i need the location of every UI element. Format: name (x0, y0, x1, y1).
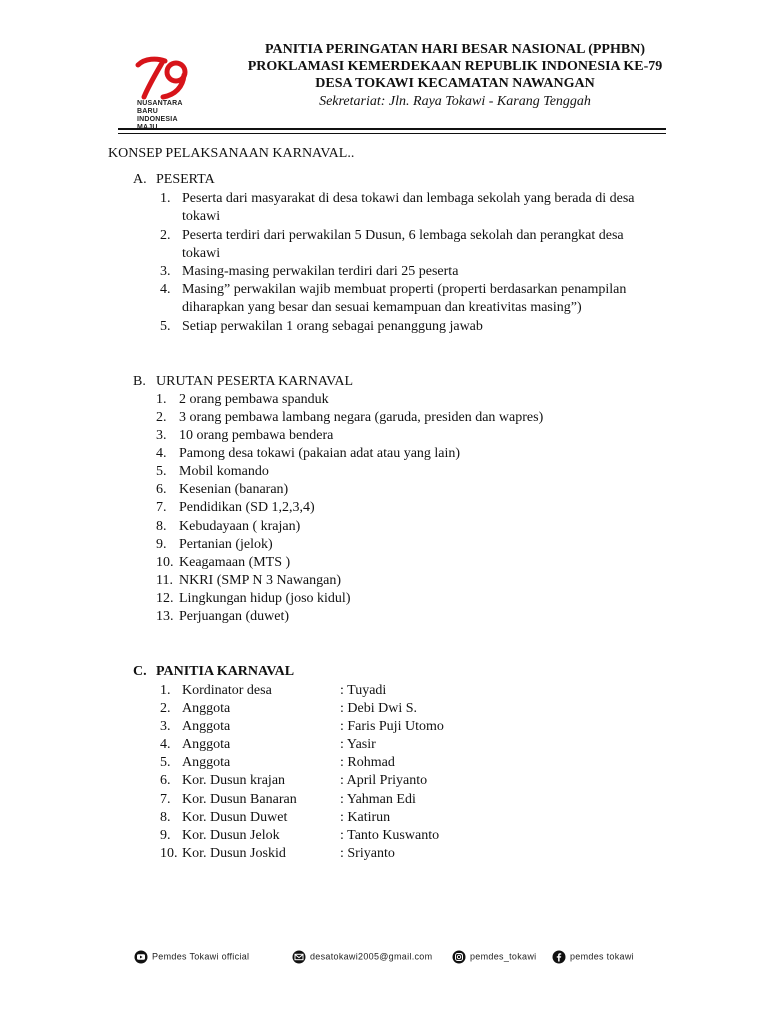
section-a-heading: PESERTA (156, 172, 215, 187)
list-item-number: 9. (156, 537, 167, 552)
committee-role: Kor. Dusun krajan (182, 773, 286, 788)
list-item-text: Masing-masing perwakilan terdiri dari 25 peserta (182, 264, 459, 279)
letterhead-line-2: PROKLAMASI KEMERDEKAAN REPUBLIK INDONESIA KE-79 (247, 59, 663, 74)
list-item-number: 3. (160, 719, 171, 734)
list-item-text: Pertanian (jelok) (179, 537, 273, 552)
list-item-number: 1. (160, 683, 171, 698)
list-item-text: 3 orang pembawa lambang negara (garuda, presiden dan wapres) (179, 410, 544, 425)
list-item-number: 1. (160, 191, 171, 206)
list-item-number: 4. (160, 737, 171, 752)
list-item-number: 6. (156, 482, 167, 497)
footer-youtube (134, 948, 249, 964)
list-item-number: 1. (156, 392, 167, 407)
list-item-text: Pendidikan (SD 1,2,3,4) (179, 500, 315, 515)
list-item-number: 4. (160, 282, 171, 297)
committee-name: : Tanto Kuswanto (340, 828, 440, 843)
list-item-number: 8. (156, 519, 167, 534)
list-item-number: 10. (160, 846, 178, 861)
list-item-text: Masing” perwakilan wajib membuat properti (properti berdasarkan penampilan (182, 282, 627, 297)
committee-name: : Yasir (340, 737, 376, 752)
list-item-number: 7. (156, 500, 167, 515)
logo-caption-line: BARU (137, 108, 159, 115)
section-a-marker: A. (133, 172, 147, 187)
letterhead-secretariat: Sekretariat: Jln. Raya Tokawi - Karang Tenggah (319, 94, 591, 109)
instagram-icon (452, 950, 466, 964)
list-item-text: Kesenian (banaran) (179, 482, 289, 497)
list-item-number: 2. (160, 228, 171, 243)
logo-caption-line: MAJU (137, 124, 158, 128)
list-item-number: 5. (156, 464, 167, 479)
list-item-text: Peserta dari masyarakat di desa tokawi dan lembaga sekolah yang berada di desa (182, 191, 635, 206)
list-item-text: 2 orang pembawa spanduk (179, 392, 329, 407)
committee-name: : Katirun (340, 810, 391, 825)
section-c-heading: PANITIA KARNAVAL (156, 664, 295, 679)
facebook-icon (552, 950, 566, 964)
footer-youtube-label: Pemdes Tokawi official (152, 951, 250, 962)
list-item-text: diharapkan yang besar dan sesuai kemampuan dan kreativitas masing”) (182, 300, 582, 315)
list-item-number: 12. (156, 591, 174, 606)
document-title: KONSEP PELAKSANAAN KARNAVAL.. (108, 146, 355, 161)
committee-role: Kor. Dusun Jelok (182, 828, 280, 843)
committee-role: Kordinator desa (182, 683, 272, 698)
logo-caption-line: NUSANTARA (137, 100, 183, 107)
list-item-number: 4. (156, 446, 167, 461)
committee-name: : April Priyanto (340, 773, 428, 788)
committee-name: : Faris Puji Utomo (340, 719, 444, 734)
list-item-text: Mobil komando (179, 464, 269, 479)
list-item-number: 5. (160, 755, 171, 770)
youtube-icon (134, 950, 148, 964)
committee-role: Anggota (182, 755, 231, 770)
committee-role: Kor. Dusun Banaran (182, 792, 297, 807)
logo-79-icon (135, 55, 195, 103)
section-c-marker: C. (133, 664, 147, 679)
list-item-number: 8. (160, 810, 171, 825)
list-item-text: tokawi (182, 209, 221, 224)
section-b-marker: B. (133, 374, 146, 389)
committee-name: : Rohmad (340, 755, 395, 770)
list-item-text: Keagamaan (MTS ) (179, 555, 291, 570)
list-item-text: Pamong desa tokawi (pakaian adat atau yang lain) (179, 446, 461, 461)
footer-facebook (552, 948, 634, 964)
footer-facebook-label: pemdes tokawi (570, 951, 634, 962)
list-item-text: Kebudayaan ( krajan) (179, 519, 301, 534)
committee-role: Anggota (182, 701, 231, 716)
email-icon (292, 950, 306, 964)
committee-name: : Debi Dwi S. (340, 701, 417, 716)
list-item-number: 10. (156, 555, 174, 570)
list-item-number: 3. (156, 428, 167, 443)
committee-name: : Tuyadi (340, 683, 387, 698)
list-item-number: 9. (160, 828, 171, 843)
committee-role: Kor. Dusun Joskid (182, 846, 286, 861)
list-item-number: 5. (160, 319, 171, 334)
committee-name: : Yahman Edi (340, 792, 416, 807)
list-item-text: tokawi (182, 246, 221, 261)
list-item-text: NKRI (SMP N 3 Nawangan) (179, 573, 342, 588)
committee-role: Anggota (182, 719, 231, 734)
logo-caption-line: INDONESIA (137, 116, 178, 123)
footer-email-label: desatokawi2005@gmail.com (310, 951, 433, 962)
footer-email (292, 948, 432, 964)
list-item-text: Setiap perwakilan 1 orang sebagai penanggung jawab (182, 319, 483, 334)
list-item-number: 6. (160, 773, 171, 788)
committee-name: : Sriyanto (340, 846, 395, 861)
footer-instagram (452, 948, 536, 964)
footer-instagram-label: pemdes_tokawi (470, 951, 537, 962)
committee-role: Kor. Dusun Duwet (182, 810, 288, 825)
letterhead-line-1: PANITIA PERINGATAN HARI BESAR NASIONAL (PPHBN) (265, 42, 645, 57)
committee-role: Anggota (182, 737, 231, 752)
list-item-number: 13. (156, 609, 174, 624)
letterhead-rule-thick (118, 128, 666, 130)
letterhead-line-3: DESA TOKAWI KECAMATAN NAWANGAN (315, 76, 595, 91)
list-item-text: 10 orang pembawa bendera (179, 428, 334, 443)
list-item-number: 2. (160, 701, 171, 716)
list-item-number: 3. (160, 264, 171, 279)
letterhead-rule-thin (118, 133, 666, 134)
list-item-text: Perjuangan (duwet) (179, 609, 290, 624)
list-item-number: 7. (160, 792, 171, 807)
section-b-heading: URUTAN PESERTA KARNAVAL (156, 374, 354, 389)
logo-caption (137, 100, 183, 128)
list-item-text: Peserta terdiri dari perwakilan 5 Dusun, 6 lembaga sekolah dan perangkat desa (182, 228, 624, 243)
list-item-number: 11. (156, 573, 173, 588)
list-item-text: Lingkungan hidup (joso kidul) (179, 591, 351, 606)
hut-ri-79-logo (135, 55, 195, 128)
list-item-number: 2. (156, 410, 167, 425)
